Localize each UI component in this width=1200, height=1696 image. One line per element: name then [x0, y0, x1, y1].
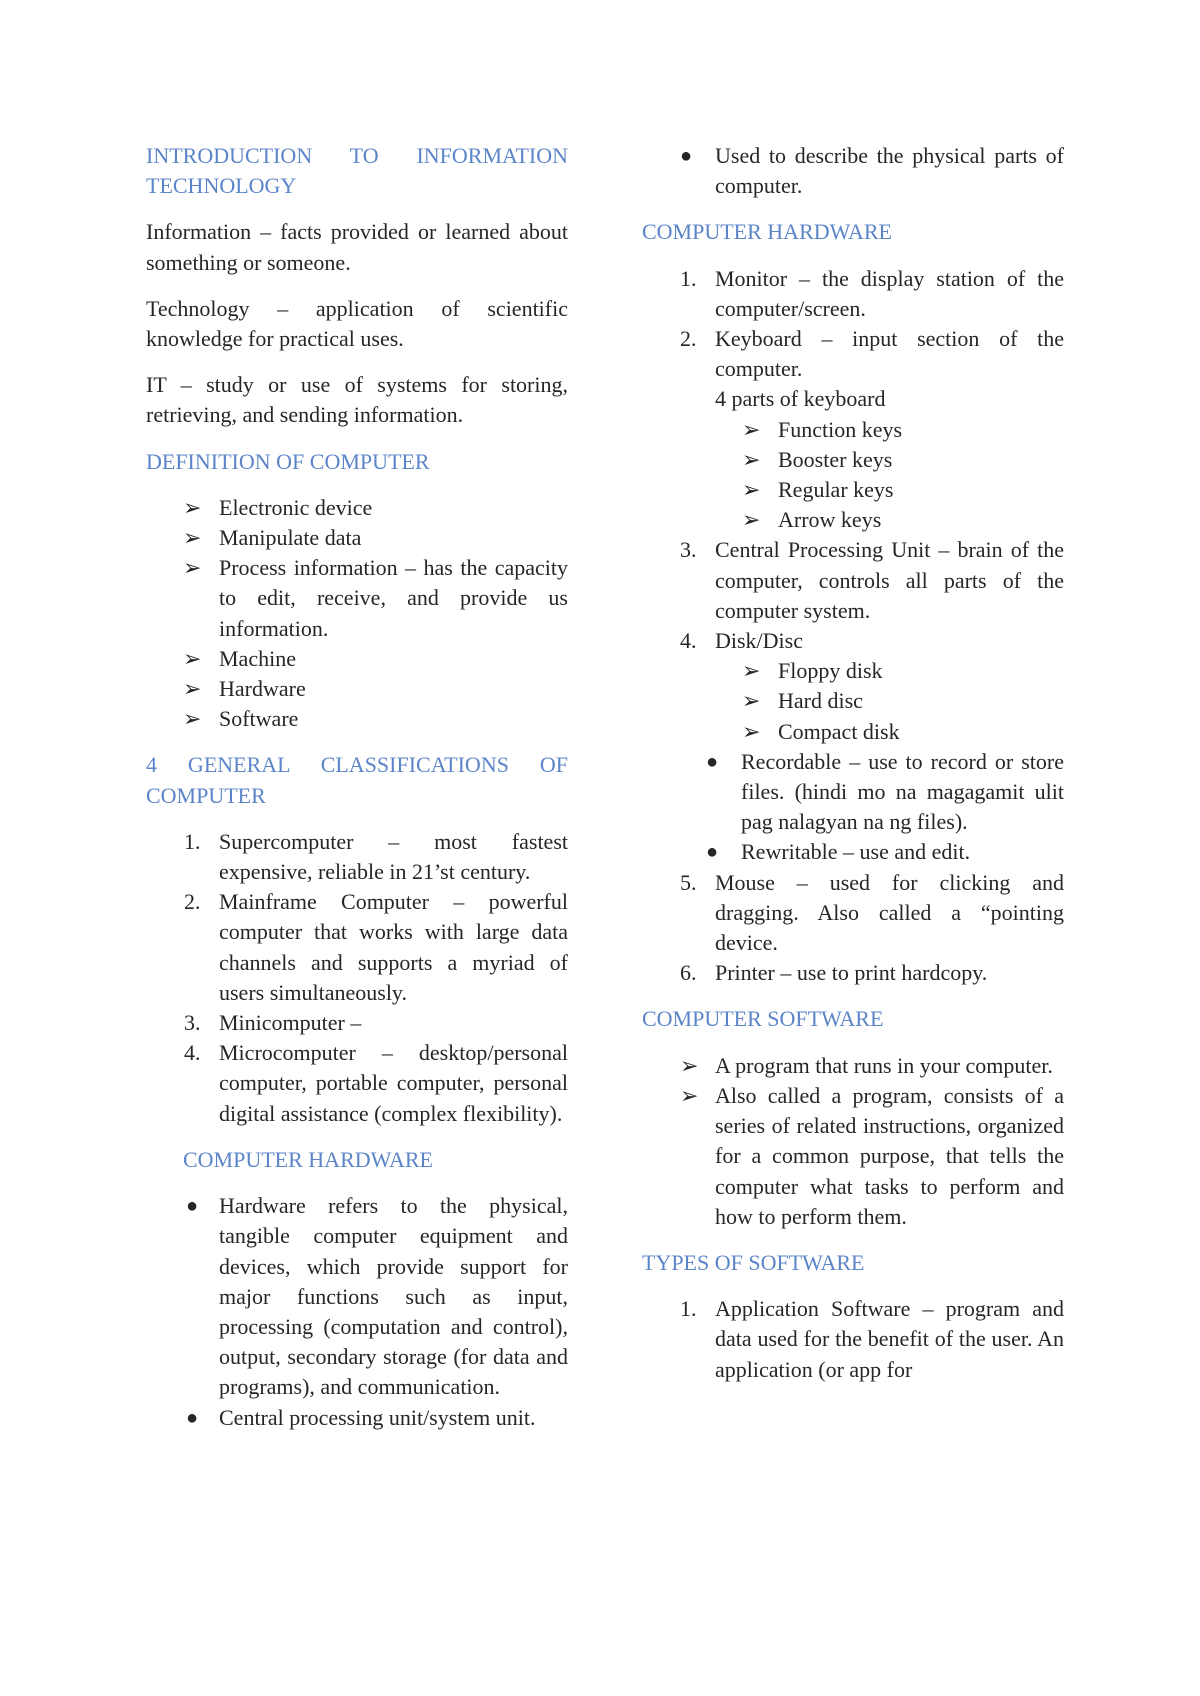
arrow-bullet-icon: ➢	[680, 1052, 699, 1078]
list-item: 1. Monitor – the display station of the computer/screen.	[680, 265, 1064, 321]
hardware-heading-left: COMPUTER HARDWARE	[183, 1146, 433, 1172]
types-heading: TYPES OF SOFTWARE	[642, 1249, 865, 1275]
arrow-bullet-icon: ➢	[680, 1082, 699, 1108]
list-item: ➢ Arrow keys	[715, 505, 1064, 535]
list-item: ● Central processing unit/system unit.	[146, 1403, 568, 1433]
para-technology: Technology – application of scientific knowledge for practical uses.	[146, 295, 568, 352]
list-number: 5.	[680, 869, 697, 895]
list-number: 1.	[680, 265, 697, 291]
list-item: ● Used to describe the physical parts of computer.	[680, 143, 1064, 199]
list-number: 3.	[680, 537, 697, 563]
para-information: Information – facts provided or learned about something or someone.	[146, 219, 568, 275]
keyboard-parts-list	[715, 415, 1064, 536]
list-item: ➢ Machine	[146, 644, 568, 674]
list-item: ➢ Hardware	[146, 674, 568, 704]
arrow-bullet-icon: ➢	[742, 477, 761, 503]
dot-bullet-icon: ●	[680, 145, 693, 167]
list-number: 4.	[680, 628, 697, 654]
list-number: 2.	[680, 326, 697, 352]
keyboard-parts-label: 4 parts of keyboard	[715, 386, 886, 412]
dot-bullet-icon: ●	[186, 1406, 199, 1429]
hardware-list-right	[642, 264, 1064, 989]
list-item: 5. Mouse – used for clicking and dragging. Also called a “pointing device.	[680, 869, 1064, 956]
arrow-bullet-icon: ➢	[742, 416, 761, 442]
definition-list	[146, 493, 568, 735]
left-column	[146, 141, 568, 1449]
definition-heading: DEFINITION OF COMPUTER	[146, 448, 430, 474]
list-number: 3.	[184, 1010, 201, 1036]
list-item: 4. Microcomputer – desktop/personal computer, portable computer, personal digital assistance (complex flexibility).	[184, 1040, 568, 1126]
arrow-bullet-icon: ➢	[183, 676, 202, 702]
para-it: IT – study or use of systems for storing, retrieving, and sending information.	[146, 372, 568, 428]
arrow-bullet-icon: ➢	[742, 718, 761, 744]
right-column	[642, 141, 1064, 1385]
arrow-bullet-icon: ➢	[742, 688, 761, 714]
list-item: ➢ Function keys	[715, 415, 1064, 445]
list-item: 1. Supercomputer – most fastest expensive, reliable in 21’st century.	[184, 828, 568, 885]
hardware-list-left	[146, 1191, 568, 1433]
list-number: 1.	[184, 828, 201, 854]
hardware-heading-right: COMPUTER HARDWARE	[642, 219, 892, 245]
disk-types-list	[715, 656, 1064, 747]
arrow-bullet-icon: ➢	[742, 658, 761, 684]
list-item: 3. Central Processing Unit – brain of the computer, controls all parts of the computer system.	[680, 537, 1064, 623]
list-item: 1. Application Software – program and data used for the benefit of the user. An application (or app for	[680, 1296, 1064, 1382]
list-item: ➢ Regular keys	[715, 475, 1064, 505]
list-number: 2.	[184, 889, 201, 915]
arrow-bullet-icon: ➢	[183, 525, 202, 551]
classifications-heading: 4 GENERAL CLASSIFICATIONS OF COMPUTER	[146, 752, 568, 808]
dot-bullet-icon: ●	[186, 1195, 199, 1218]
list-item: ➢ A program that runs in your computer.	[642, 1051, 1064, 1081]
arrow-bullet-icon: ➢	[183, 645, 202, 671]
arrow-bullet-icon: ➢	[183, 555, 202, 581]
list-item: ● Rewritable – use and edit.	[642, 837, 1064, 867]
arrow-bullet-icon: ➢	[742, 446, 761, 472]
list-item: ➢ Process information – has the capacity to edit, receive, and provide us information.	[183, 555, 568, 641]
list-item: 2. Keyboard – input section of the computer. 4 parts of keyboard ➢ Function keys ➢ Booster keys ➢ Regular keys ➢ Arrow keys	[642, 324, 1064, 535]
list-item: ➢ Floppy disk	[715, 656, 1064, 686]
list-number: 6.	[680, 960, 697, 986]
compact-disk-types-list	[642, 747, 1064, 868]
list-number: 4.	[184, 1040, 201, 1066]
list-item: ➢ Compact disk	[715, 717, 1064, 747]
list-item: ➢ Hard disc	[715, 686, 1064, 716]
list-item: ● Hardware refers to the physical, tangible computer equipment and devices, which provide support for major functions such as input, processing (computation and control), output, secondary storage (for data and programs), and communication.	[186, 1193, 568, 1400]
list-item: 3. Minicomputer –	[146, 1008, 568, 1038]
list-item: ➢ Manipulate data	[146, 523, 568, 553]
intro-heading: INTRODUCTION TO INFORMATION TECHNOLOGY	[146, 143, 568, 199]
list-item: ● Recordable – use to record or store files. (hindi mo na magagamit ulit pag nalagyan na ng files).	[706, 748, 1064, 835]
list-item: ➢ Electronic device	[146, 493, 568, 523]
dot-bullet-icon: ●	[706, 841, 719, 864]
list-item: ➢ Also called a program, consists of a series of related instructions, organized for a common purpose, that tells the computer what tasks to perform and how to perform them.	[680, 1082, 1064, 1229]
list-item: ➢ Software	[146, 704, 568, 734]
list-number: 1.	[680, 1296, 697, 1322]
types-list	[642, 1294, 1064, 1385]
list-item: 6. Printer – use to print hardcopy.	[642, 958, 1064, 988]
classifications-list	[146, 827, 568, 1129]
software-list	[642, 1051, 1064, 1232]
list-item: 4. Disk/Disc ➢ Floppy disk ➢ Hard disc ➢ Compact disk ● Recordable – use to record or store files. (hindi mo na magagamit ulit pag nalagyan na ng files). ● Rewritable – use and edit.	[642, 626, 1064, 868]
software-heading: COMPUTER SOFTWARE	[642, 1006, 884, 1032]
list-item: ➢ Booster keys	[715, 445, 1064, 475]
arrow-bullet-icon: ➢	[742, 507, 761, 533]
top-bullet-list	[642, 141, 1064, 201]
list-item: 2. Mainframe Computer – powerful computer that works with large data channels and supports a myriad of users simultaneously.	[184, 889, 568, 1005]
dot-bullet-icon: ●	[706, 750, 719, 773]
arrow-bullet-icon: ➢	[183, 706, 202, 732]
arrow-bullet-icon: ➢	[183, 494, 202, 520]
